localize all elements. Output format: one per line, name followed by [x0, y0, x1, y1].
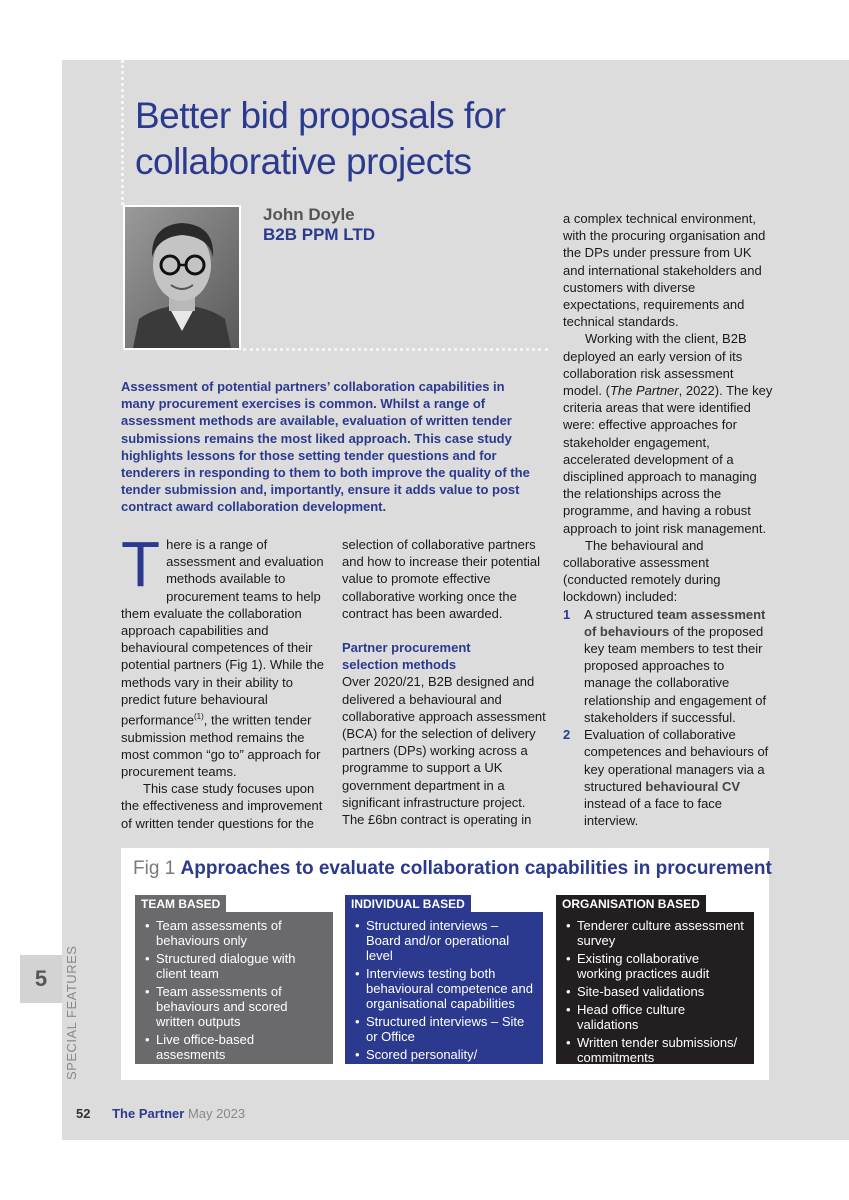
dotted-divider-vertical: [121, 60, 124, 205]
page-number: 52: [76, 1106, 91, 1121]
individual-based-box: [345, 912, 543, 1077]
list-item: 2 Evaluation of collaborative competences and behaviours of key operational managers via a structured behavioural CV instead of a face to face interview.: [563, 727, 769, 829]
figure-1: [121, 848, 772, 1080]
section-number-tab: 5: [20, 955, 62, 1003]
page-footer: [76, 1106, 245, 1121]
col1-para1-text-b: , the written tender submission method remains the most common “go to” approach for procurement teams.: [121, 712, 321, 779]
team-based-list: [145, 918, 325, 1062]
figure-list-item: • Live office-based assesments: [145, 1032, 325, 1062]
team-based-header: TEAM BASED: [135, 895, 226, 914]
article-title: [135, 93, 755, 185]
organisation-based-box: [556, 912, 754, 1064]
footnote-ref: (1): [193, 712, 204, 722]
col2-para2: Over 2020/21, B2B designed and delivered a behavioural and collaborative approach assessment (BCA) for the selection of delivery partners (DPs) working across a programme to support a UK government department in a significant infrastructure project. The £6bn contract is operating in: [342, 674, 546, 828]
col1-para2: This case study focuses upon the effectiveness and improvement of written tender questions for the: [121, 781, 323, 831]
figure-list-item: • Structured dialogue with client team: [145, 951, 325, 981]
individual-based-header: INDIVIDUAL BASED: [345, 895, 471, 914]
col1-para1-text-a: here is a range of assessment and evaluation methods available to procurement teams to help them evaluate the collaboration approach capabilities and behavioural competences of their potential partners (Fig 1). While the methods vary in their ability to predict future behavioural performance: [121, 537, 325, 728]
author-photo: [123, 205, 241, 350]
col3-para3: The behavioural and collaborative assessment (conducted remotely during lockdown) included:: [563, 537, 721, 605]
magazine-name: The Partner: [112, 1106, 185, 1121]
figure-list-item: • Team assessments of behaviours only: [145, 918, 325, 948]
figure-list-item: • Site-based validations: [566, 984, 746, 999]
col2-para1: selection of collaborative partners and how to increase their potential value to promote effective collaborative working once the contract has been awarded.: [342, 537, 541, 621]
organisation-based-list: [566, 918, 746, 1065]
organisation-based-header: ORGANISATION BASED: [556, 895, 706, 914]
col3-para2: Working with the client, B2B deployed an early version of its collaboration risk assessment model. (The Partner, 2022). The key criteria areas that were identified were: effective approaches for stakeholder engagement, accelerated development of a disciplined approach to managing the relationships across the programme, and having a robust approach to joint risk management.: [563, 331, 773, 536]
body-column-2: [342, 536, 550, 828]
issue-date: May 2023: [187, 1106, 246, 1121]
author-organisation: B2B PPM LTD: [263, 225, 376, 244]
list-item: 1 A structured team assessment of behaviours of the proposed key team members to test their proposed approaches to manage the collaborative relationship and engagement of stakeholders if successful.: [563, 606, 767, 725]
team-based-box: [135, 912, 333, 1064]
figure-list-item: • Structured interviews – Site or Office: [355, 1014, 535, 1044]
figure-title-text: Approaches to evaluate collaboration capabilities in procurement: [180, 858, 772, 879]
col3-para1: a complex technical environment, with the procuring organisation and the DPs under pressure from UK and international stakeholders and customers with diverse expectations, requirements and technical standards.: [563, 211, 766, 330]
title-line-2: collaborative projects: [135, 141, 472, 182]
figure-list-item: • Existing collaborative working practices audit: [566, 951, 746, 981]
figure-list-item: • Scored personality/ behavioural profile: [355, 1047, 535, 1077]
body-column-3: [563, 210, 773, 829]
section-subhead: Partner procurement selection methods: [342, 640, 471, 673]
figure-list-item: • Written tender submissions/ commitments: [566, 1035, 746, 1065]
figure-list-item: • Team assessments of behaviours and scored written outputs: [145, 984, 325, 1029]
list-number: 1: [563, 606, 571, 622]
figure-list-item: • Head office culture validations: [566, 1002, 746, 1032]
title-line-1: Better bid proposals for: [135, 95, 506, 136]
figure-list-item: • Structured interviews – Board and/or operational level: [355, 918, 535, 963]
list-number: 2: [563, 727, 571, 743]
body-column-1: [121, 528, 327, 832]
figure-list-item: • Interviews testing both behavioural competence and organisational capabilities: [355, 966, 535, 1011]
standfirst: Assessment of potential partners’ collaboration capabilities in many procurement exercises is common. Whilst a range of assessment methods are available, evaluation of written tender submissions remains the most liked approach. This case study highlights lessons for those setting tender questions and for tenderers in responding to them to both improve the quality of the tender submission and, importantly, ensure it adds value to post contract award collaboration development.: [121, 379, 530, 515]
author-byline: [263, 205, 375, 245]
drop-cap: T: [121, 528, 161, 600]
figure-title: [133, 858, 772, 880]
dotted-divider-horizontal: [243, 348, 548, 351]
section-label-vertical: SPECIAL FEATURES: [64, 945, 79, 1080]
figure-label: Fig 1: [133, 858, 176, 879]
author-name: John Doyle: [263, 205, 355, 224]
individual-based-list: [355, 918, 535, 1077]
figure-list-item: • Tenderer culture assessment survey: [566, 918, 746, 948]
